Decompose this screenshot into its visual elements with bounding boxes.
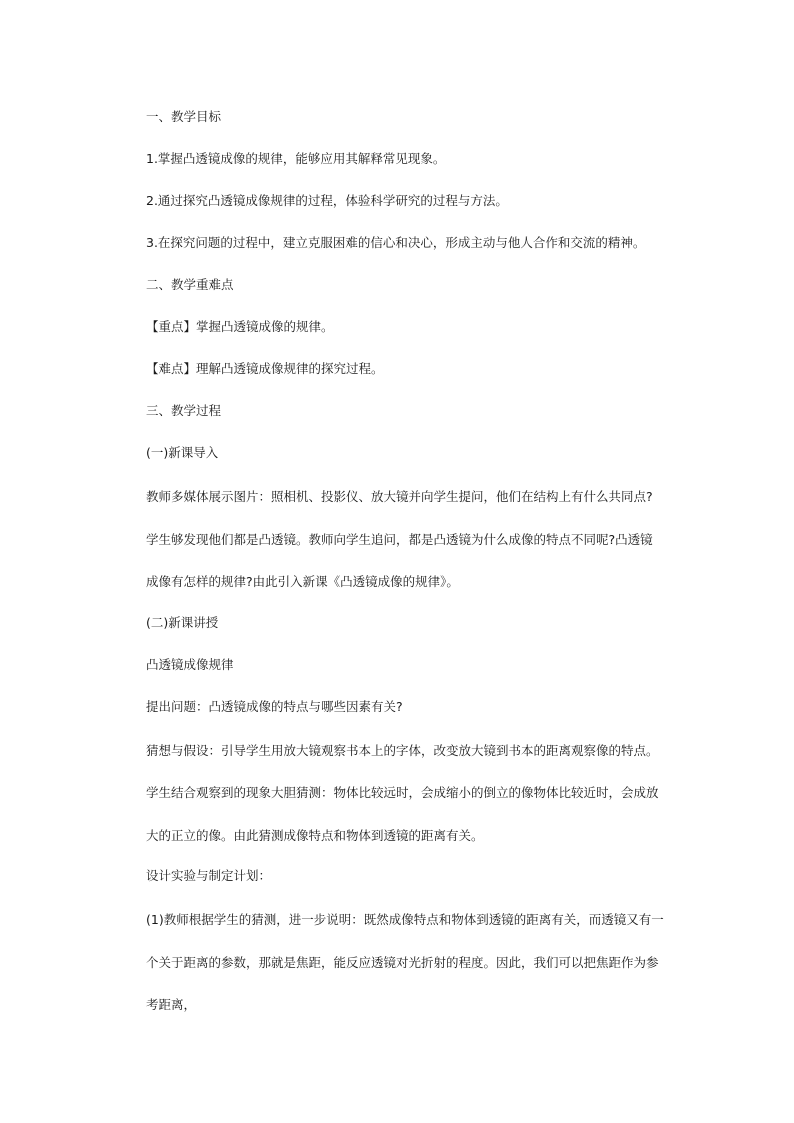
paragraph-key-point: 【重点】掌握凸透镜成像的规律。 — [146, 319, 334, 334]
paragraph-difficult-point: 【难点】理解凸透镜成像规律的探究过程。 — [146, 361, 384, 376]
paragraph-design-experiment: 设计实验与制定计划： — [146, 868, 272, 883]
heading-teaching-objectives: 一、教学目标 — [146, 109, 222, 124]
paragraph-question: 提出问题：凸透镜成像的特点与哪些因素有关? — [146, 698, 403, 714]
subheading-lesson-intro: (一)新课导入 — [146, 445, 219, 460]
paragraph-hypothesis: 猜想与假设：引导学生用放大镜观察书本上的字体，改变放大镜到书本的距离观察像的特点。学生结合观察到的现象大胆猜测：物体比较远时，会成缩小的倒立的像物体比较近时，会成放大的正立的像。由此猜测成像特点和物体到透镜的距离有关。 — [146, 742, 659, 843]
paragraph-lesson-intro: 教师多媒体展示图片：照相机、投影仪、放大镜并向学生提问，他们在结构上有什么共同点?学生够发现他们都是凸透镜。教师向学生追问，都是凸透镜为什么成像的特点不同呢?凸透镜成像有怎样的规律?由此引入新课《凸透镜成像的规律》。 — [146, 489, 653, 589]
paragraph-objective-3: 3.在探究问题的过程中，建立克服困难的信心和决心，形成主动与他人合作和交流的精神。 — [146, 235, 646, 250]
subheading-new-lesson: (二)新课讲授 — [146, 614, 219, 630]
paragraph-step-1: (1)教师根据学生的猜测，进一步说明：既然成像特点和物体到透镜的距离有关，而透镜又有一个关于距离的参数，那就是焦距，能反应透镜对光折射的程度。因此，我们可以把焦距作为参考距离， — [146, 912, 664, 1012]
paragraph-objective-1: 1.掌握凸透镜成像的规律，能够应用其解释常见现象。 — [146, 151, 446, 166]
subheading-imaging-rule: 凸透镜成像规律 — [146, 656, 234, 672]
heading-key-points: 二、教学重难点 — [146, 277, 234, 292]
heading-teaching-process: 三、教学过程 — [146, 403, 222, 418]
document-body — [146, 104, 664, 1027]
paragraph-objective-2: 2.通过探究凸透镜成像规律的过程，体验科学研究的过程与方法。 — [146, 193, 508, 208]
